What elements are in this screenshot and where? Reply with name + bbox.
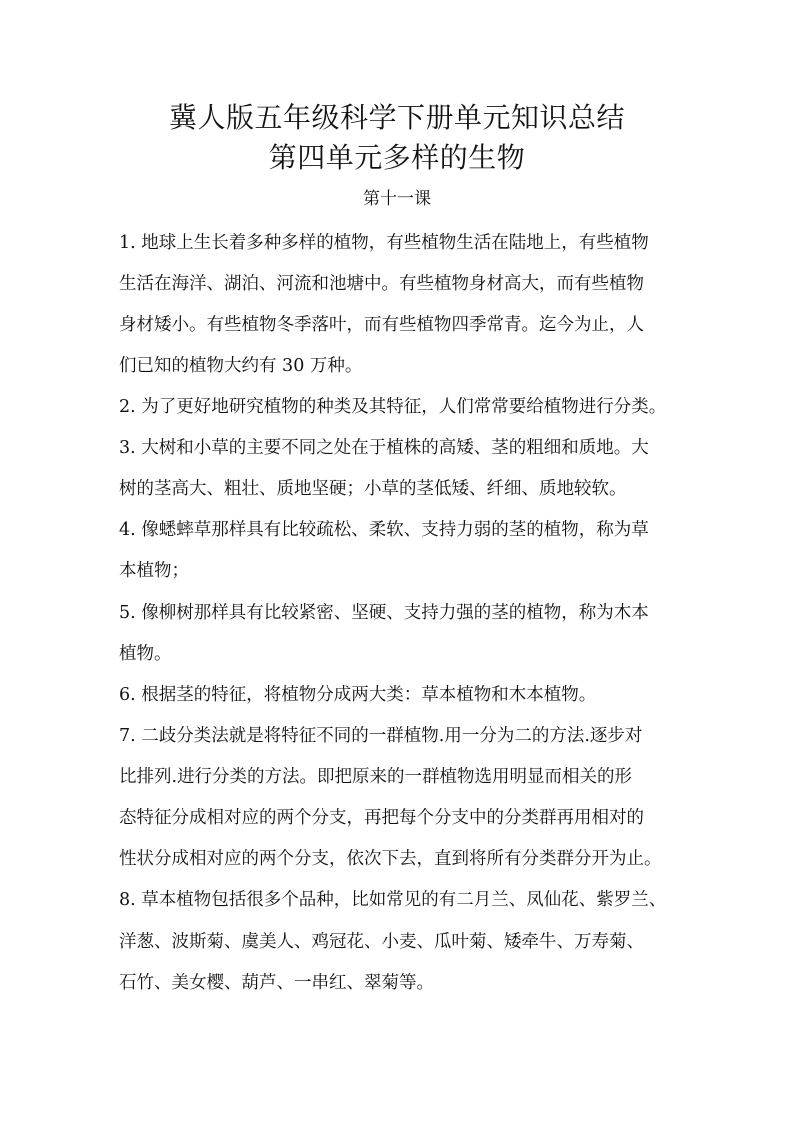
unit-title: 第四单元多样的生物 <box>268 141 526 174</box>
text-line: 3. 大树和小草的主要不同之处在于植株的高矮、茎的粗细和质地。大 <box>119 438 649 458</box>
lesson-heading: 第十一课 <box>363 189 431 209</box>
text-line: 8. 草本植物包括很多个品种，比如常见的有二月兰、凤仙花、紫罗兰、 <box>119 890 667 910</box>
text-line: 生活在海洋、湖泊、河流和池塘中。有些植物身材高大，而有些植物 <box>119 274 644 294</box>
text-line: 5. 像柳树那样具有比较紧密、坚硬、支持力强的茎的植物，称为木本 <box>119 603 649 623</box>
text-line: 身材矮小。有些植物冬季落叶，而有些植物四季常青。迄今为止，人 <box>119 315 644 335</box>
text-line: 本植物； <box>119 561 189 581</box>
text-line: 态特征分成相对应的两个分支，再把每个分支中的分类群再用相对的 <box>119 808 644 828</box>
text-line: 植物。 <box>119 644 172 664</box>
document-title: 冀人版五年级科学下册单元知识总结 <box>168 101 625 134</box>
text-line: 6. 根据茎的特征，将植物分成两大类：草本植物和木本植物。 <box>119 685 597 705</box>
text-line: 2. 为了更好地研究植物的种类及其特征，人们常常要给植物进行分类。 <box>119 397 667 417</box>
text-line: 7. 二歧分类法就是将特征不同的一群植物.用一分为二的方法.逐步对 <box>119 726 643 746</box>
text-line: 1. 地球上生长着多种多样的植物，有些植物生活在陆地上，有些植物 <box>119 233 649 253</box>
text-line: 比排列.进行分类的方法。即把原来的一群植物选用明显而相关的形 <box>119 767 633 787</box>
text-line: 洋葱、波斯菊、虞美人、鸡冠花、小麦、瓜叶菊、矮牵牛、万寿菊、 <box>119 932 644 952</box>
text-line: 树的茎高大、粗壮、质地坚硬；小草的茎低矮、纤细、质地较软。 <box>119 479 627 499</box>
text-line: 性状分成相对应的两个分支，依次下去，直到将所有分类群分开为止。 <box>119 849 662 869</box>
text-line: 们已知的植物大约有 30 万种。 <box>119 356 363 376</box>
text-line: 4. 像蟋蟀草那样具有比较疏松、柔软、支持力弱的茎的植物，称为草 <box>119 520 649 540</box>
text-line: 石竹、美女樱、葫芦、一串红、翠菊等。 <box>119 973 434 993</box>
